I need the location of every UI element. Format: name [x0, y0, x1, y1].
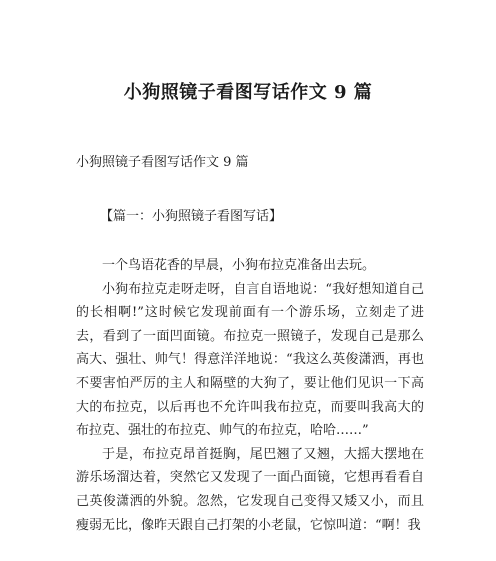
document-subtitle: 小狗照镜子看图写话作文 9 篇 [76, 155, 249, 170]
section-heading: 【篇一：小狗照镜子看图写话】 [100, 209, 283, 224]
document-title: 小狗照镜子看图写话作文 9 篇 [123, 82, 373, 103]
paragraph: 一个鸟语花香的早晨，小狗布拉克准备出去玩。 [102, 258, 376, 273]
paragraph: 于是，布拉克昂首挺胸，尾巴翘了又翘，大摇大摆地在游乐场溜达着，突然它又发现了一面凸面镜，它想再看看自己英俊潇洒的外貌。忽然，它发现自己变得又矮又小，而且瘦弱无比，像昨天跟自己打架的小老鼠，它惊叫道：“啊！我 [76, 446, 424, 533]
paragraph: 小狗布拉克走呀走呀，自言自语地说：“我好想知道自己的长相啊!”这时候它发现前面有一个游乐场，立刻走了进去，看到了一面凹面镜。布拉克一照镜子，发现自己是那么高大、强壮、帅气！得意洋洋地说：“我这么英俊潇洒，再也不要害怕严厉的主人和隔壁的大狗了，要让他们见识一下高大的布拉克，以后再也不允许叫我布拉克，而要叫我高大的布拉克、强壮的布拉克、帅气的布拉克，哈哈……” [76, 281, 424, 439]
body-text [76, 254, 424, 537]
